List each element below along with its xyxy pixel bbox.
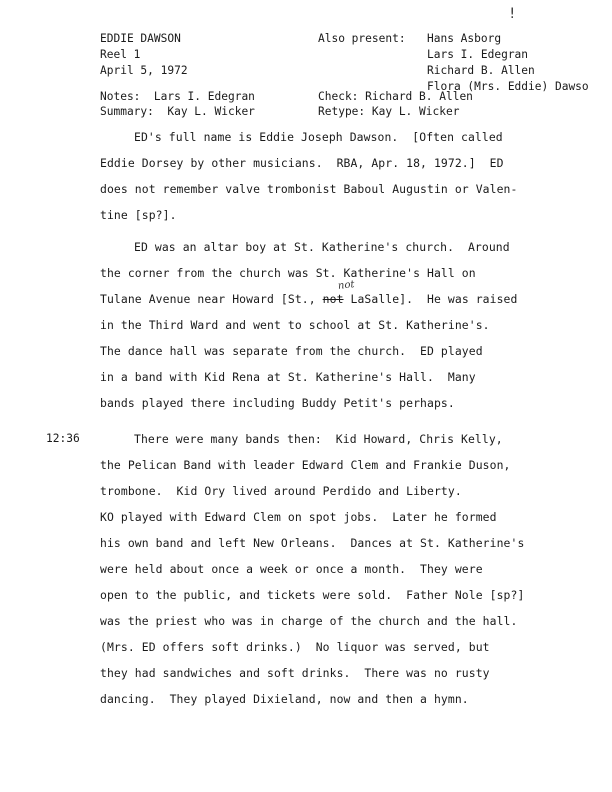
body-line: (Mrs. ED offers soft drinks.) No liquor was served, but — [100, 640, 490, 654]
body-line: in the Third Ward and went to school at St. Katherine's. — [100, 318, 490, 332]
body-line: There were many bands then: Kid Howard, Chris Kelly, — [134, 432, 503, 446]
body-line: they had sandwiches and soft drinks. There was no rusty — [100, 666, 490, 680]
body-line: the corner from the church was St. Katherine's Hall on — [100, 266, 476, 280]
retype-credit: Retype: Kay L. Wicker — [318, 105, 460, 118]
body-line — [100, 292, 517, 306]
also-present-name: Richard B. Allen — [427, 64, 535, 77]
body-line-part: Tulane Avenue near Howard [St., — [100, 292, 323, 306]
also-present-name: Lars I. Edegran — [427, 48, 529, 61]
handwritten-annotation: not — [337, 279, 356, 292]
notes-credit: Notes: Lars I. Edegran — [100, 90, 255, 103]
interview-date: April 5, 1972 — [100, 64, 188, 77]
timestamp: 12:36 — [46, 432, 80, 445]
body-line: The dance hall was separate from the church. ED played — [100, 344, 483, 358]
body-line: dancing. They played Dixieland, now and then a hymn. — [100, 692, 469, 706]
summary-credit: Summary: Kay L. Wicker — [100, 105, 255, 118]
body-line: the Pelican Band with leader Edward Clem and Frankie Duson, — [100, 458, 511, 472]
body-line: KO played with Edward Clem on spot jobs. Later he formed — [100, 510, 497, 524]
body-line: bands played there including Buddy Petit's perhaps. — [100, 396, 455, 410]
also-present-label: Also present: — [318, 32, 406, 45]
body-line: open to the public, and tickets were sold. Father Nole [sp?] — [100, 588, 525, 602]
reel-number: Reel 1 — [100, 48, 141, 61]
struck-word: not — [322, 292, 344, 306]
body-line: trombone. Kid Ory lived around Perdido and Liberty. — [100, 484, 462, 498]
check-credit: Check: Richard B. Allen — [318, 90, 473, 103]
body-line: was the priest who was in charge of the church and the hall. — [100, 614, 518, 628]
body-line: in a band with Kid Rena at St. Katherine's Hall. Many — [100, 370, 476, 384]
body-line: Eddie Dorsey by other musicians. RBA, Apr. 18, 1972.] ED — [100, 156, 504, 170]
body-line: tine [sp?]. — [100, 208, 177, 222]
also-present-name: Hans Asborg — [427, 32, 502, 45]
handwritten-mark: ! — [508, 6, 517, 22]
body-line: ED was an altar boy at St. Katherine's church. Around — [134, 240, 510, 254]
body-line: ED's full name is Eddie Joseph Dawson. [Often called — [134, 130, 503, 144]
body-line-part: LaSalle]. He was raised — [343, 292, 518, 306]
also-present-name: Flora (Mrs. Eddie) Dawso — [427, 80, 589, 93]
body-line: his own band and left New Orleans. Dances at St. Katherine's — [100, 536, 525, 550]
body-line: were held about once a week or once a month. They were — [100, 562, 483, 576]
interviewee-name: EDDIE DAWSON — [100, 32, 181, 45]
body-line: does not remember valve trombonist Baboul Augustin or Valen- — [100, 182, 518, 196]
